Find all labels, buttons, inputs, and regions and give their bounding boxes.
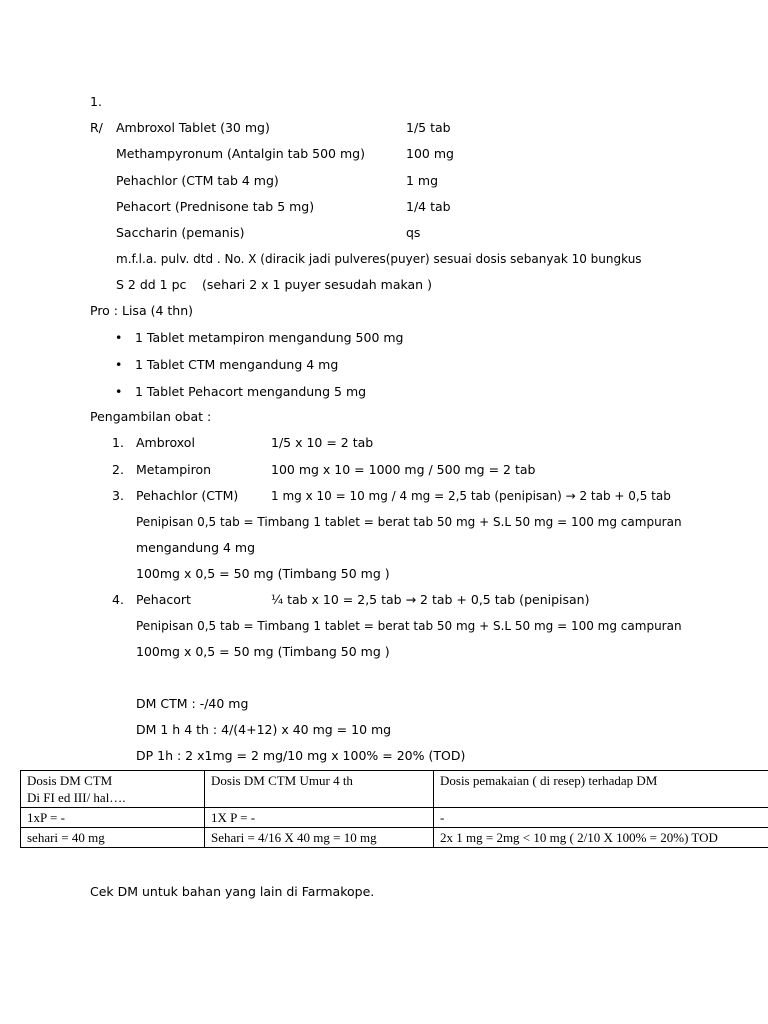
rx-item-name: Ambroxol Tablet (30 mg): [116, 120, 270, 135]
footer-note: Cek DM untuk bahan yang lain di Farmakope.: [90, 884, 375, 899]
penipisan-pehacort-line: 100mg x 0,5 = 50 mg (Timbang 50 mg ): [136, 644, 390, 659]
bullet-item: • 1 Tablet CTM mengandung 4 mg: [135, 357, 338, 373]
header-label: Dosis DM CTM: [27, 773, 113, 788]
rx-signa: S 2 dd 1 pc: [116, 277, 187, 292]
rx-item-dose: 100 mg: [406, 146, 454, 161]
step-number: 3.: [112, 488, 124, 503]
bullet-item: • 1 Tablet Pehacort mengandung 5 mg: [135, 384, 366, 400]
item-number: 1.: [90, 94, 102, 109]
rx-item-dose: 1 mg: [406, 173, 439, 188]
table-cell: -: [434, 808, 768, 828]
table-cell: 1X P = -: [205, 808, 434, 828]
table-header-cell: Dosis DM CTM Umur 4 th: [205, 771, 434, 808]
rx-item-dose: qs: [406, 225, 421, 240]
step-name: Pehachlor (CTM): [136, 488, 239, 503]
header-sub-label: Di FI ed III/ hal….: [27, 790, 126, 805]
table-row: [21, 828, 768, 848]
rx-item-dose: 1/5 tab: [406, 120, 451, 135]
pengambilan-title: Pengambilan obat :: [90, 409, 212, 424]
dm-table: [20, 770, 768, 848]
rx-item-name: Methampyronum (Antalgin tab 500 mg): [116, 146, 365, 161]
table-cell: Sehari = 4/16 X 40 mg = 10 mg: [205, 828, 434, 848]
rx-item-name: Pehacort (Prednisone tab 5 mg): [116, 199, 315, 214]
dm-ctm: DM CTM : -/40 mg: [136, 696, 249, 711]
table-cell: 1xP = -: [21, 808, 205, 828]
step-name: Metampiron: [136, 462, 212, 477]
rx-item-name: Pehachlor (CTM tab 4 mg): [116, 173, 279, 188]
step-calc: 100 mg x 10 = 1000 mg / 500 mg = 2 tab: [271, 462, 536, 477]
bullet-item: • 1 Tablet metampiron mengandung 500 mg: [135, 330, 403, 346]
rx-item-name: Saccharin (pemanis): [116, 225, 245, 240]
table-header-cell: [21, 771, 205, 808]
table-row: [21, 808, 768, 828]
table-cell: sehari = 40 mg: [21, 828, 205, 848]
rx-mfla: m.f.l.a. pulv. dtd . No. X (diracik jadi pulveres(puyer) sesuai dosis sebanyak 10 bungkus: [116, 252, 642, 266]
rx-symbol: R/: [90, 120, 103, 135]
penipisan-pehacort-line: Penipisan 0,5 tab = Timbang 1 tablet = berat tab 50 mg + S.L 50 mg = 100 mg campuran: [136, 619, 682, 633]
step-name: Pehacort: [136, 592, 191, 607]
step-number: 2.: [112, 462, 124, 477]
rx-signa-note: (sehari 2 x 1 puyer sesudah makan ): [202, 277, 432, 292]
penipisan-ctm-line: mengandung 4 mg: [136, 540, 256, 555]
table-header-cell: Dosis pemakaian ( di resep) terhadap DM: [434, 771, 768, 808]
penipisan-ctm-line: Penipisan 0,5 tab = Timbang 1 tablet = berat tab 50 mg + S.L 50 mg = 100 mg campuran: [136, 515, 682, 529]
step-name: Ambroxol: [136, 435, 195, 450]
step-calc: 1 mg x 10 = 10 mg / 4 mg = 2,5 tab (penipisan) → 2 tab + 0,5 tab: [271, 489, 671, 503]
patient-pro: Pro : Lisa (4 thn): [90, 303, 193, 318]
penipisan-ctm-line: 100mg x 0,5 = 50 mg (Timbang 50 mg ): [136, 566, 390, 581]
step-number: 1.: [112, 435, 124, 450]
dm-1h: DM 1 h 4 th : 4/(4+12) x 40 mg = 10 mg: [136, 722, 392, 737]
dp-1h: DP 1h : 2 x1mg = 2 mg/10 mg x 100% = 20% (TOD): [136, 748, 466, 763]
table-header-row: [21, 771, 768, 808]
step-calc: 1/5 x 10 = 2 tab: [271, 435, 374, 450]
step-calc: ¼ tab x 10 = 2,5 tab → 2 tab + 0,5 tab (penipisan): [271, 592, 590, 607]
step-number: 4.: [112, 592, 124, 607]
rx-item-dose: 1/4 tab: [406, 199, 451, 214]
table-cell: 2x 1 mg = 2mg < 10 mg ( 2/10 X 100% = 20%) TOD: [434, 828, 768, 848]
